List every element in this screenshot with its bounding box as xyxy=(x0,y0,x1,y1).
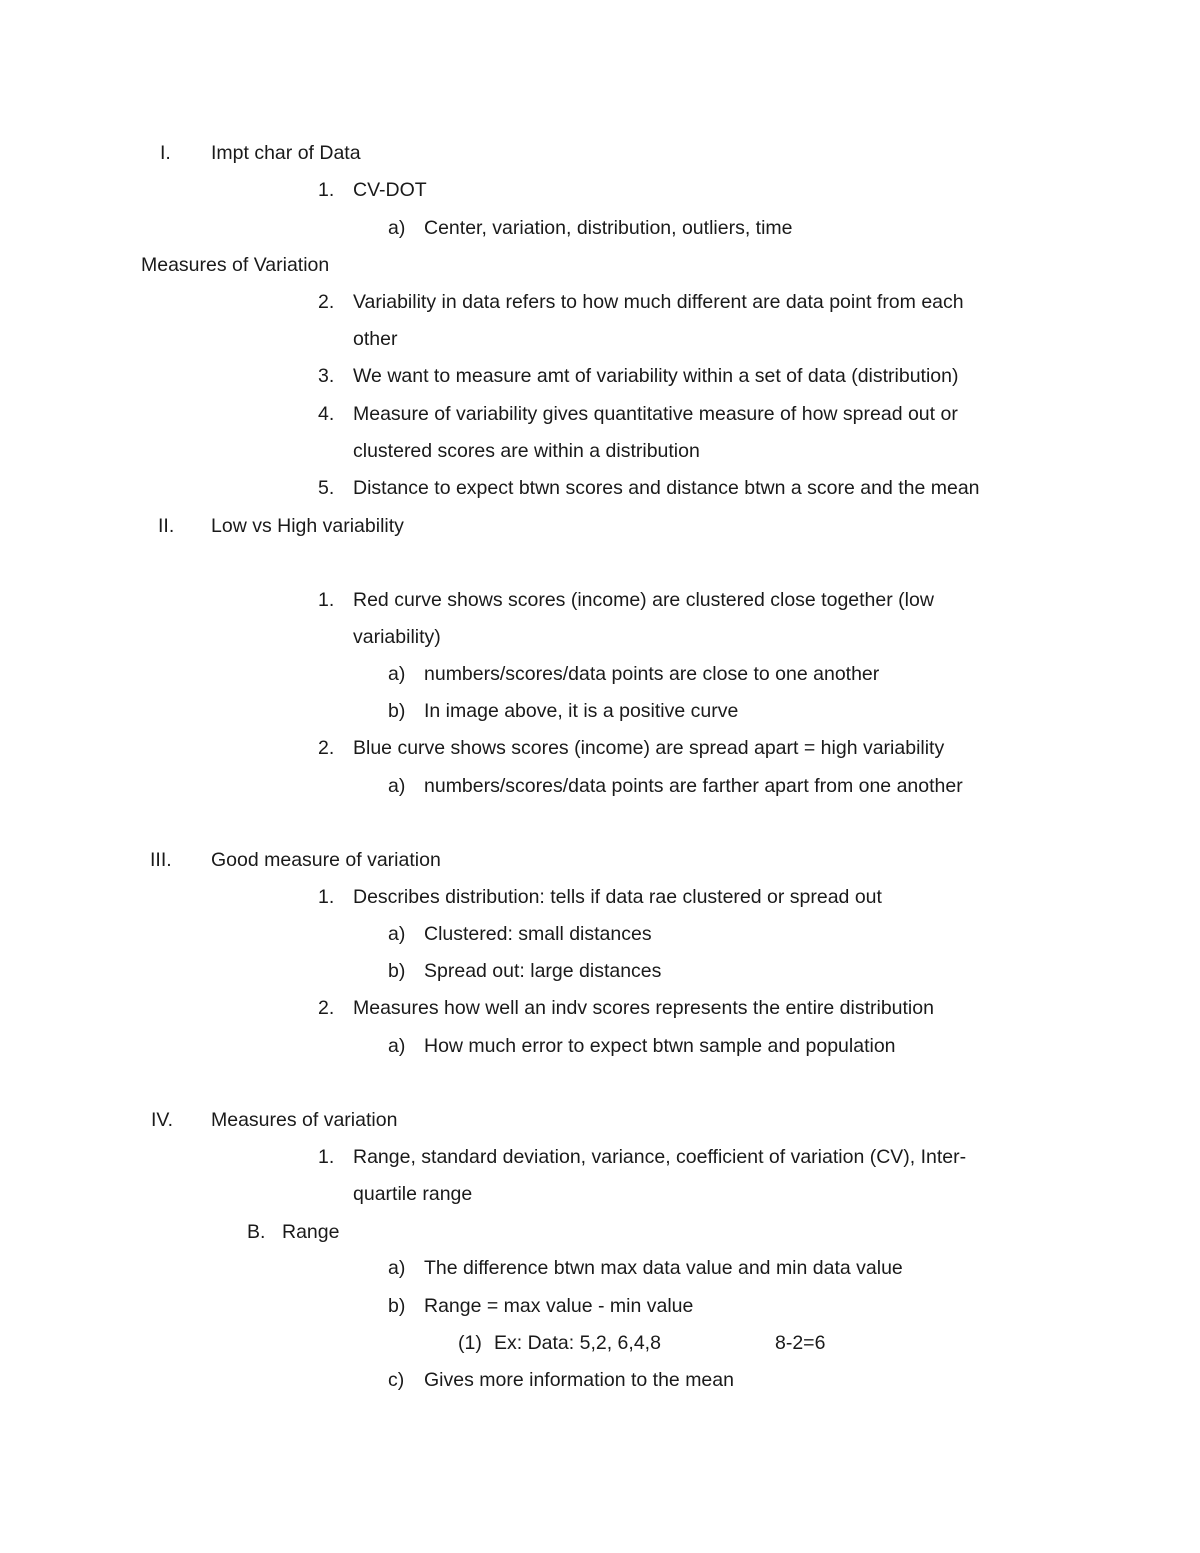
subitem-text: numbers/scores/data points are farther apart from one another xyxy=(424,775,963,797)
number-marker: 1. xyxy=(318,886,335,908)
roman-marker: I. xyxy=(160,142,171,164)
item-text: variability) xyxy=(353,626,441,648)
subitem-text: Center, variation, distribution, outliers, time xyxy=(424,217,793,239)
item-text: Measures how well an indv scores represents the entire distribution xyxy=(353,997,934,1019)
subitem-text: The difference btwn max data value and min data value xyxy=(424,1257,903,1279)
item-text: We want to measure amt of variability within a set of data (distribution) xyxy=(353,365,959,387)
letter-marker: a) xyxy=(388,663,406,685)
item-text: Distance to expect btwn scores and distance btwn a score and the mean xyxy=(353,477,980,499)
number-marker: 1. xyxy=(318,589,335,611)
paren-number-marker: (1) xyxy=(458,1332,482,1354)
letter-marker: c) xyxy=(388,1369,405,1391)
heading-text: Good measure of variation xyxy=(211,849,441,871)
letter-marker: a) xyxy=(388,217,406,239)
subitem-text: Gives more information to the mean xyxy=(424,1369,734,1391)
number-marker: 4. xyxy=(318,403,335,425)
letter-marker: a) xyxy=(388,923,406,945)
item-text: other xyxy=(353,328,398,350)
heading-text: Measures of variation xyxy=(211,1109,398,1131)
item-text: CV-DOT xyxy=(353,179,427,201)
roman-marker: IV. xyxy=(151,1109,174,1131)
item-text: Variability in data refers to how much different are data point from each xyxy=(353,291,964,313)
number-marker: 1. xyxy=(318,1146,335,1168)
letter-marker: b) xyxy=(388,700,406,722)
number-marker: 1. xyxy=(318,179,335,201)
letter-marker: a) xyxy=(388,1257,406,1279)
section-label-text: Measures of Variation xyxy=(141,254,330,276)
subitem-text: Range = max value - min value xyxy=(424,1295,694,1317)
letter-marker: b) xyxy=(388,960,406,982)
heading-text: Impt char of Data xyxy=(211,142,361,164)
number-marker: 2. xyxy=(318,997,335,1019)
item-text: clustered scores are within a distribution xyxy=(353,440,700,462)
example-result: 8-2=6 xyxy=(775,1332,826,1354)
item-text: Blue curve shows scores (income) are spread apart = high variability xyxy=(353,737,945,759)
number-marker: 3. xyxy=(318,365,335,387)
roman-marker: II. xyxy=(158,515,175,537)
number-marker: 2. xyxy=(318,291,335,313)
subitem-text: In image above, it is a positive curve xyxy=(424,700,739,722)
item-text: Range, standard deviation, variance, coefficient of variation (CV), Inter- xyxy=(353,1146,967,1168)
item-text: Measure of variability gives quantitative measure of how spread out or xyxy=(353,403,958,425)
letter-marker: a) xyxy=(388,1035,406,1057)
heading-text: Range xyxy=(282,1221,340,1243)
subitem-text: numbers/scores/data points are close to one another xyxy=(424,663,880,685)
number-marker: 2. xyxy=(318,737,335,759)
subitem-text: Spread out: large distances xyxy=(424,960,662,982)
item-text: quartile range xyxy=(353,1183,473,1205)
letter-marker: b) xyxy=(388,1295,406,1317)
roman-marker: III. xyxy=(150,849,172,871)
heading-text: Low vs High variability xyxy=(211,515,404,537)
capital-letter-marker: B. xyxy=(247,1221,266,1243)
item-text: Describes distribution: tells if data rae clustered or spread out xyxy=(353,886,882,908)
example-text: Ex: Data: 5,2, 6,4,8 xyxy=(494,1332,661,1354)
subitem-text: How much error to expect btwn sample and population xyxy=(424,1035,896,1057)
item-text: Red curve shows scores (income) are clustered close together (low xyxy=(353,589,934,611)
number-marker: 5. xyxy=(318,477,335,499)
letter-marker: a) xyxy=(388,775,406,797)
subitem-text: Clustered: small distances xyxy=(424,923,652,945)
